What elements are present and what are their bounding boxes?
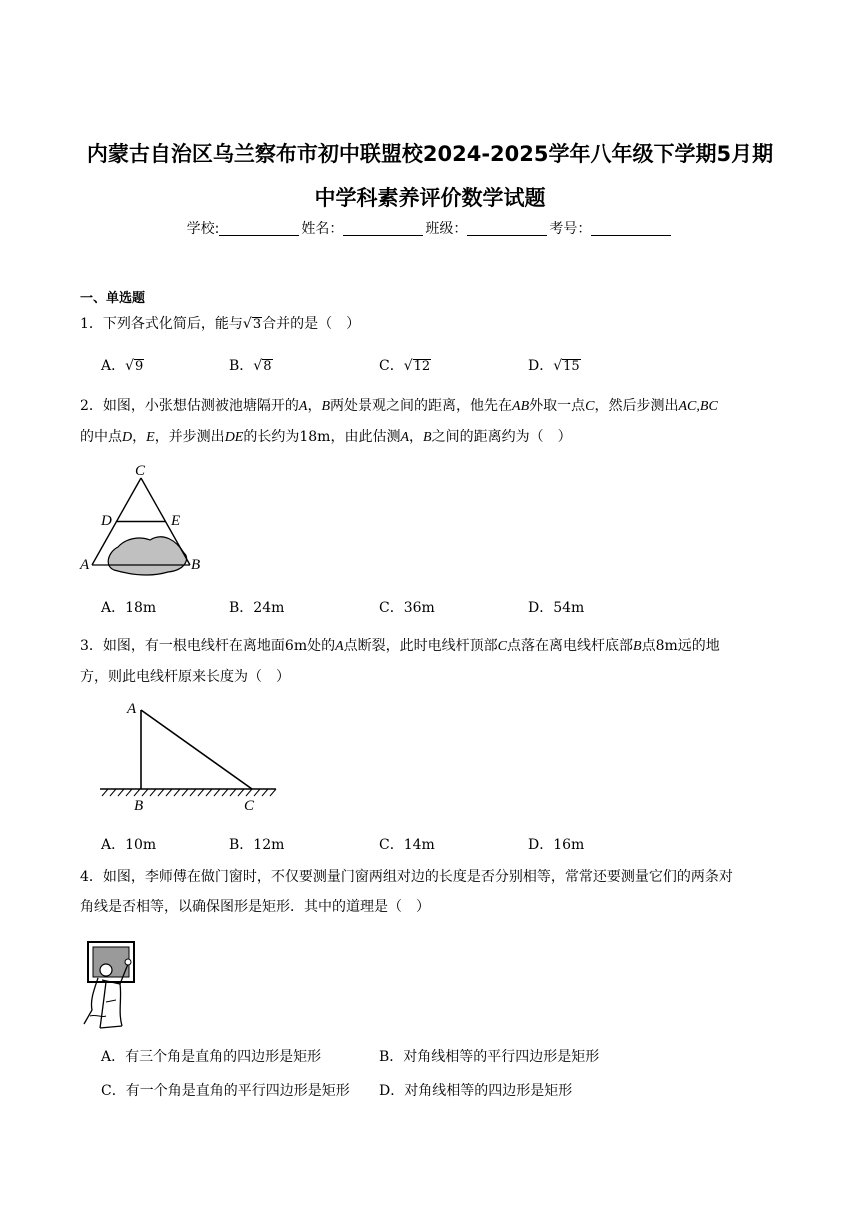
label-b: B	[191, 557, 201, 573]
q3-text: 如图，有一根电线杆在离地面6m处的	[102, 638, 336, 654]
q3-text: 点落在离电线杆底部	[507, 638, 634, 654]
sqrt-symbol: √	[253, 358, 263, 374]
q2-text: 如图，小张想估测被池塘隔开的	[102, 398, 299, 414]
q2-option-d[interactable]: D．54m	[528, 600, 585, 616]
option-label: C．	[379, 358, 404, 374]
label-c: C	[244, 798, 255, 814]
q2-option-b[interactable]: B．24m	[229, 600, 285, 616]
var-d: D	[122, 430, 133, 445]
q2-text: 之间的距离约为（ ）	[431, 429, 572, 445]
q2-text: ，然后步测出	[594, 398, 679, 414]
var-ab: AB	[512, 399, 530, 414]
q1-text-post: 合并的是（ ）	[262, 316, 361, 332]
q1-option-a[interactable]	[101, 355, 144, 375]
sqrt-symbol: √	[403, 358, 413, 374]
q2-line1	[80, 391, 782, 422]
q4-number: 4．	[80, 869, 103, 885]
sqrt-symbol: √	[553, 358, 563, 374]
q3-option-b[interactable]: B．12m	[229, 837, 285, 853]
question-4	[80, 862, 782, 922]
option-radicand: 8	[263, 359, 272, 374]
pond-triangle-figure	[78, 460, 218, 580]
school-blank[interactable]	[219, 221, 299, 236]
q3-number: 3．	[80, 638, 103, 654]
var-b: B	[633, 639, 642, 654]
exam-title-line2: 中学科素养评价数学试题	[314, 186, 546, 210]
name-label: 姓名：	[301, 221, 344, 237]
sqrt-symbol: √	[125, 358, 135, 374]
pond-shape	[108, 537, 186, 575]
label-b: B	[134, 798, 144, 814]
ground-hatching	[102, 789, 276, 796]
q3-text: 点8m远的地	[641, 638, 720, 654]
option-radicand: 15	[563, 359, 580, 374]
q4-option-a[interactable]: A．有三个角是直角的四边形是矩形	[101, 1049, 322, 1065]
q1-option-c[interactable]	[379, 355, 431, 375]
worker-hand	[125, 959, 131, 965]
var-c: C	[585, 399, 595, 414]
q2-text: 的中点	[80, 429, 122, 445]
label-d: D	[101, 513, 112, 529]
var-a: A	[400, 430, 410, 445]
var-de: DE	[224, 430, 244, 445]
var-b: B	[321, 399, 331, 414]
q1-text-pre: 下列各式化简后，能与	[102, 316, 243, 332]
question-2	[80, 391, 782, 453]
q2-text: 的长约为18m，由此估测	[243, 429, 401, 445]
q3-line2: 方，则此电线杆原来长度为（ ）	[80, 669, 290, 685]
q3-option-a[interactable]: A．10m	[101, 837, 157, 853]
q3-option-d[interactable]: D．16m	[528, 837, 585, 853]
q4-text: 如图，李师傅在做门窗时，不仅要测量门窗两组对边的长度是否分别相等，常常还要测量它们的两条对	[102, 869, 733, 885]
question-3	[80, 631, 782, 692]
q2-number: 2．	[80, 398, 103, 414]
separator: ，	[307, 398, 322, 414]
q1-option-d[interactable]	[528, 355, 581, 375]
label-a: A	[127, 701, 137, 717]
q2-text: 外取一点	[529, 398, 586, 414]
pole-triangle-figure	[96, 693, 286, 823]
exam-title-line1: 内蒙古自治区乌兰察布市初中联盟校2024-2025学年八年级下学期5月期	[86, 142, 774, 166]
q4-line2: 角线是否相等，以确保图形是矩形．其中的道理是（ ）	[80, 899, 430, 915]
sqrt-symbol: √	[242, 316, 252, 332]
q1-number: 1．	[80, 316, 103, 332]
separator: ，	[132, 429, 147, 445]
q4-line1	[80, 862, 782, 892]
option-label: D．	[528, 358, 554, 374]
var-a: A	[298, 399, 308, 414]
separator: ，	[409, 429, 424, 445]
var-ac-bc: AC,BC	[678, 399, 718, 414]
q4-option-b[interactable]: B．对角线相等的平行四边形是矩形	[379, 1049, 600, 1065]
option-label: B．	[229, 358, 254, 374]
q3-option-c[interactable]: C．14m	[379, 837, 435, 853]
q3-text: 点断裂，此时电线杆顶部	[343, 638, 498, 654]
number-blank[interactable]	[591, 221, 671, 236]
q4-option-c[interactable]: C．有一个角是直角的平行四边形是矩形	[101, 1083, 350, 1099]
var-a: A	[335, 639, 344, 654]
q1-radicand: 3	[252, 317, 262, 332]
var-b: B	[423, 430, 432, 445]
option-radicand: 9	[135, 359, 144, 374]
var-e: E	[146, 430, 155, 445]
class-blank[interactable]	[467, 221, 547, 236]
q2-option-a[interactable]: A．18m	[101, 600, 157, 616]
label-e: E	[171, 513, 181, 529]
option-label: A．	[101, 358, 126, 374]
q2-text: 两处景观之间的距离，他先在	[330, 398, 513, 414]
label-a: A	[80, 557, 90, 573]
name-blank[interactable]	[343, 221, 423, 236]
section-heading: 一、单选题	[80, 291, 146, 306]
student-info-row	[0, 218, 860, 238]
option-radicand: 12	[413, 359, 431, 374]
label-c: C	[135, 463, 146, 479]
number-label: 考号：	[549, 221, 592, 237]
class-label: 班级：	[425, 221, 468, 237]
carpenter-illustration	[76, 938, 142, 1030]
q2-line2	[80, 422, 782, 453]
broken-part-ac	[141, 710, 252, 789]
q1-option-b[interactable]	[229, 355, 273, 375]
worker-head	[100, 964, 112, 976]
school-label: 学校:	[186, 221, 220, 237]
q2-option-c[interactable]: C．36m	[379, 600, 435, 616]
var-c: C	[497, 639, 508, 654]
q2-text: ，并步测出	[154, 429, 225, 445]
question-1	[80, 309, 782, 339]
q4-option-d[interactable]: D．对角线相等的四边形是矩形	[379, 1083, 573, 1099]
q3-line1	[80, 631, 782, 662]
